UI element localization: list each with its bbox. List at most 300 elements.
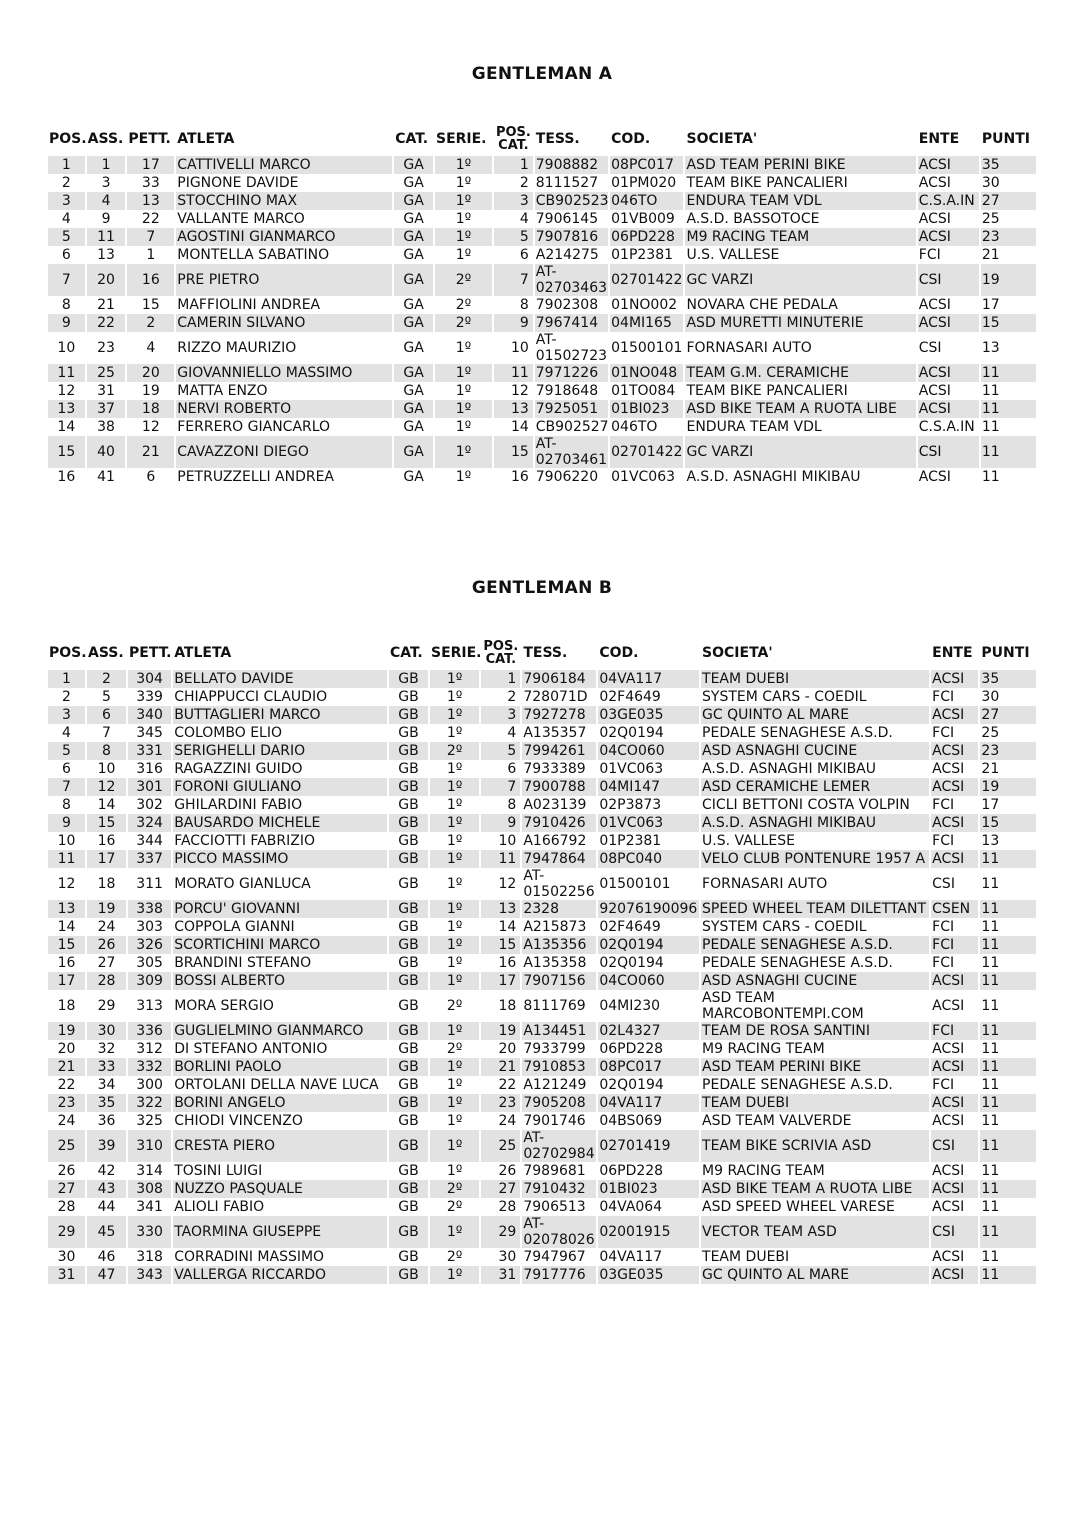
cell-societa: A.S.D. BASSOTOCE	[685, 210, 915, 228]
table-row	[48, 1040, 1036, 1058]
cell-cat: GB	[389, 742, 428, 760]
cell-punti: 23	[980, 742, 1036, 760]
cell-cod: 02L4327	[598, 1022, 699, 1040]
table-row	[48, 670, 1036, 688]
cell-punti: 27	[981, 192, 1036, 210]
cell-societa: SYSTEM CARS - COEDIL	[701, 688, 929, 706]
cell-cod: 01BI023	[598, 1180, 699, 1198]
cell-ente: CSI	[931, 1216, 978, 1248]
section-gentleman-b	[46, 578, 1038, 1284]
cell-cat: GB	[389, 1248, 428, 1266]
cell-tess: AT- 02078026	[523, 1216, 595, 1248]
cell-societa: PEDALE SENAGHESE A.S.D.	[701, 954, 929, 972]
cell-serie: 1º	[430, 918, 479, 936]
cell-ente: CSI	[931, 868, 978, 900]
cell-punti: 11	[981, 418, 1036, 436]
header-pos-cat	[481, 636, 520, 670]
cell-tess: 7989681	[522, 1162, 596, 1180]
cell-pos-cat: 14	[481, 918, 520, 936]
cell-punti: 13	[981, 332, 1036, 364]
cell-pos: 5	[48, 228, 85, 246]
cell-ente: FCI	[931, 1022, 978, 1040]
cell-pos: 12	[48, 868, 85, 900]
header-ass: ASS.	[87, 131, 124, 147]
cell-ente: ACSI	[918, 174, 979, 192]
cell-pett: 313	[128, 990, 171, 1022]
cell-atleta: PETRUZZELLI ANDREA	[176, 468, 392, 486]
cell-cat: GB	[389, 1022, 428, 1040]
table-row	[48, 832, 1036, 850]
cell-cat: GB	[389, 990, 428, 1022]
cell-serie: 2º	[430, 742, 479, 760]
cell-ass: 31	[87, 382, 126, 400]
cell-tess: 7933799	[522, 1040, 596, 1058]
cell-pett: 338	[128, 900, 171, 918]
cell-pos: 8	[48, 296, 85, 314]
cell-atleta: CHIODI VINCENZO	[173, 1112, 387, 1130]
cell-ente: FCI	[931, 1076, 978, 1094]
cell-cod: 92076190096	[599, 901, 698, 917]
cell-atleta: GIOVANNIELLO MASSIMO	[176, 364, 392, 382]
cell-pos: 20	[48, 1040, 85, 1058]
cell-ass: 28	[87, 972, 126, 990]
header-serie: SERIE.	[435, 131, 487, 147]
cell-societa: TEAM DUEBI	[701, 1248, 929, 1266]
cell-pett: 339	[128, 688, 171, 706]
cell-pos-cat: 9	[494, 314, 533, 332]
cell-pett: 341	[128, 1198, 171, 1216]
cell-pett: 19	[127, 382, 174, 400]
header-pett: PETT.	[128, 131, 171, 147]
cell-pos: 16	[48, 954, 85, 972]
cell-punti: 11	[980, 1180, 1036, 1198]
cell-punti: 30	[981, 174, 1036, 192]
cell-pett: 17	[127, 156, 174, 174]
cell-cod: 04VA117	[598, 670, 699, 688]
header-pos: POS.	[49, 645, 87, 661]
cell-tess: 8111769	[522, 990, 596, 1022]
cell-pett: 337	[128, 850, 171, 868]
cell-ente: C.S.A.IN	[918, 418, 979, 436]
table-row	[48, 382, 1036, 400]
cell-tess: 7910426	[522, 814, 596, 832]
cell-punti: 11	[980, 868, 1036, 900]
cell-cod: 01VC063	[610, 468, 683, 486]
cell-serie: 1º	[430, 1076, 479, 1094]
cell-serie: 2º	[435, 314, 492, 332]
cell-cat: GB	[389, 832, 428, 850]
cell-pett: 312	[128, 1040, 171, 1058]
cell-pos-cat: 16	[494, 468, 533, 486]
cell-punti: 27	[980, 706, 1036, 724]
cell-ente: FCI	[931, 724, 978, 742]
cell-tess: A121249	[522, 1076, 596, 1094]
cell-pos: 14	[48, 918, 85, 936]
cell-pos-cat: 31	[481, 1266, 520, 1284]
table-row	[48, 1076, 1036, 1094]
cell-ass: 47	[87, 1266, 126, 1284]
results-table	[46, 122, 1038, 486]
cell-ass: 21	[87, 296, 126, 314]
cell-societa: CICLI BETTONI COSTA VOLPIN	[701, 796, 929, 814]
cell-ente: ACSI	[931, 850, 978, 868]
cell-punti: 11	[980, 1058, 1036, 1076]
cell-tess: 7933389	[522, 760, 596, 778]
cell-atleta: NUZZO PASQUALE	[173, 1180, 387, 1198]
cell-pos-cat: 29	[481, 1216, 520, 1248]
cell-pos: 10	[48, 832, 85, 850]
cell-ass: 40	[87, 436, 126, 468]
cell-ass: 35	[87, 1094, 126, 1112]
cell-societa: TEAM BIKE PANCALIERI	[685, 174, 915, 192]
cell-atleta: AGOSTINI GIANMARCO	[176, 228, 392, 246]
cell-ente: FCI	[918, 246, 979, 264]
cell-pos: 1	[48, 670, 85, 688]
cell-cat: GB	[389, 1216, 428, 1248]
cell-cat: GA	[394, 418, 433, 436]
cell-societa: ENDURA TEAM VDL	[685, 418, 915, 436]
cell-pos: 6	[48, 760, 85, 778]
cell-ass: 17	[87, 850, 126, 868]
cell-pett: 330	[128, 1216, 171, 1248]
cell-serie: 1º	[430, 936, 479, 954]
cell-societa: U.S. VALLESE	[701, 832, 929, 850]
cell-societa: A.S.D. ASNAGHI MIKIBAU	[701, 760, 929, 778]
header-pos-cat-line1: POS.	[483, 638, 519, 654]
cell-societa: ENDURA TEAM VDL	[685, 192, 915, 210]
cell-tess: 2328	[522, 900, 596, 918]
cell-tess: 7902308	[535, 296, 608, 314]
cell-cat: GB	[389, 1076, 428, 1094]
cell-societa: SPEED WHEEL TEAM DILETTANT	[701, 900, 929, 918]
cell-ass: 33	[87, 1058, 126, 1076]
cell-punti: 25	[981, 210, 1036, 228]
cell-pos-cat: 13	[481, 900, 520, 918]
cell-cod: 01VC063	[598, 760, 699, 778]
cell-serie: 2º	[430, 1040, 479, 1058]
cell-ass: 22	[87, 314, 126, 332]
cell-ass: 41	[87, 468, 126, 486]
cell-ass: 37	[87, 400, 126, 418]
cell-pos: 22	[48, 1076, 85, 1094]
cell-pos-cat: 3	[481, 706, 520, 724]
cell-societa: PEDALE SENAGHESE A.S.D.	[701, 936, 929, 954]
header-pos: POS.	[49, 131, 87, 147]
cell-pos: 26	[48, 1162, 85, 1180]
cell-ass: 13	[87, 246, 126, 264]
cell-pos-cat: 13	[494, 400, 533, 418]
cell-atleta: MORA SERGIO	[173, 990, 387, 1022]
cell-punti: 35	[981, 156, 1036, 174]
cell-pos-cat: 2	[494, 174, 533, 192]
cell-ente: ACSI	[931, 1198, 978, 1216]
cell-punti: 17	[980, 796, 1036, 814]
cell-pos-cat: 25	[481, 1130, 520, 1162]
cell-serie: 1º	[435, 192, 492, 210]
cell-ente: ACSI	[918, 314, 979, 332]
cell-serie: 1º	[435, 210, 492, 228]
cell-tess: 7917776	[522, 1266, 596, 1284]
table-row	[48, 228, 1036, 246]
cell-cat: GB	[389, 1162, 428, 1180]
cell-serie: 1º	[430, 850, 479, 868]
cell-ente: ACSI	[931, 1112, 978, 1130]
cell-cat: GB	[389, 724, 428, 742]
cell-ass: 6	[87, 706, 126, 724]
cell-atleta: VALLANTE MARCO	[176, 210, 392, 228]
cell-societa: GC VARZI	[685, 436, 915, 468]
cell-punti: 11	[981, 468, 1036, 486]
cell-pos-cat: 2	[481, 688, 520, 706]
cell-pos-cat: 3	[494, 192, 533, 210]
cell-cat: GA	[394, 192, 433, 210]
cell-pos-cat: 17	[481, 972, 520, 990]
cell-tess: AT- 01502256	[523, 868, 595, 900]
header-punti: PUNTI	[981, 645, 1030, 661]
cell-pos-cat: 5	[494, 228, 533, 246]
cell-cod: 08PC017	[598, 1058, 699, 1076]
table-body	[48, 670, 1036, 1284]
cell-tess: A215873	[522, 918, 596, 936]
cell-societa: GC VARZI	[685, 264, 915, 296]
cell-cat: GB	[389, 1180, 428, 1198]
cell-societa: ASD BIKE TEAM A RUOTA LIBE	[685, 400, 915, 418]
cell-pos-cat: 27	[481, 1180, 520, 1198]
cell-societa: GC QUINTO AL MARE	[701, 706, 929, 724]
cell-atleta: MORATO GIANLUCA	[173, 868, 387, 900]
cell-pos-cat: 21	[481, 1058, 520, 1076]
cell-cod: 01500101	[598, 868, 699, 900]
cell-ass: 10	[87, 760, 126, 778]
cell-societa: FORNASARI AUTO	[701, 868, 929, 900]
cell-cat: GB	[389, 1040, 428, 1058]
cell-pos: 13	[48, 400, 85, 418]
cell-atleta: ALIOLI FABIO	[173, 1198, 387, 1216]
cell-punti: 11	[980, 1162, 1036, 1180]
cell-cod: 01NO048	[610, 364, 683, 382]
cell-pett: 20	[127, 364, 174, 382]
cell-tess: 7906513	[522, 1198, 596, 1216]
cell-tess: 7947864	[522, 850, 596, 868]
table-row	[48, 706, 1036, 724]
cell-pos-cat: 22	[481, 1076, 520, 1094]
cell-ente: ACSI	[918, 296, 979, 314]
cell-punti: 11	[980, 850, 1036, 868]
cell-ente: CSI	[918, 264, 979, 296]
cell-cat: GA	[394, 246, 433, 264]
cell-tess: A214275	[535, 246, 608, 264]
cell-tess: 7905208	[522, 1094, 596, 1112]
cell-ente: ACSI	[931, 1040, 978, 1058]
table-header	[48, 122, 1036, 156]
cell-punti: 35	[980, 670, 1036, 688]
cell-societa: M9 RACING TEAM	[701, 1040, 929, 1058]
cell-ass: 34	[87, 1076, 126, 1094]
cell-pett: 4	[127, 332, 174, 364]
header-tess: TESS.	[535, 131, 580, 147]
cell-pett: 33	[127, 174, 174, 192]
cell-ass: 12	[87, 778, 126, 796]
cell-pos-cat: 30	[481, 1248, 520, 1266]
cell-ente: CSI	[918, 332, 979, 364]
cell-ente: ACSI	[931, 972, 978, 990]
cell-pos-cat: 1	[494, 156, 533, 174]
cell-cod: 01P2381	[598, 832, 699, 850]
cell-pos-cat: 26	[481, 1162, 520, 1180]
cell-cod: 08PC017	[610, 156, 683, 174]
cell-punti: 11	[980, 1094, 1036, 1112]
cell-pos-cat: 6	[494, 246, 533, 264]
header-cod: COD.	[599, 645, 639, 661]
cell-cod: 04MI165	[610, 314, 683, 332]
cell-pos: 17	[48, 972, 85, 990]
table-row	[48, 1248, 1036, 1266]
cell-pett: 2	[127, 314, 174, 332]
header-atleta: ATLETA	[174, 645, 232, 661]
cell-pos: 8	[48, 796, 85, 814]
cell-tess: 728071D	[522, 688, 596, 706]
cell-tess: 7967414	[535, 314, 608, 332]
cell-pos: 9	[48, 814, 85, 832]
cell-ass: 14	[87, 796, 126, 814]
cell-ente: ACSI	[931, 760, 978, 778]
cell-serie: 1º	[430, 1216, 479, 1248]
table-row	[48, 174, 1036, 192]
header-cod: COD.	[611, 131, 651, 147]
cell-tess: 7906145	[535, 210, 608, 228]
cell-pett: 21	[127, 436, 174, 468]
cell-pett: 336	[128, 1022, 171, 1040]
cell-pos: 11	[48, 364, 85, 382]
cell-societa: VECTOR TEAM ASD	[701, 1216, 929, 1248]
cell-punti: 11	[981, 364, 1036, 382]
cell-cod: 01P2381	[610, 246, 683, 264]
cell-serie: 2º	[435, 264, 492, 296]
cell-ente: ACSI	[931, 670, 978, 688]
cell-ass: 23	[87, 332, 126, 364]
cell-pett: 302	[128, 796, 171, 814]
cell-punti: 21	[980, 760, 1036, 778]
cell-ass: 11	[87, 228, 126, 246]
cell-cat: GB	[389, 850, 428, 868]
cell-cat: GA	[394, 296, 433, 314]
table-row	[48, 760, 1036, 778]
cell-cod: 046TO	[610, 192, 683, 210]
cell-cat: GB	[389, 1266, 428, 1284]
cell-tess: A023139	[522, 796, 596, 814]
cell-ente: ACSI	[931, 742, 978, 760]
cell-cat: GB	[389, 688, 428, 706]
cell-serie: 1º	[430, 1058, 479, 1076]
cell-pett: 22	[127, 210, 174, 228]
table-row	[48, 364, 1036, 382]
cell-pos: 21	[48, 1058, 85, 1076]
cell-pett: 322	[128, 1094, 171, 1112]
cell-ente: ACSI	[931, 1094, 978, 1112]
table-row	[48, 246, 1036, 264]
cell-atleta: CATTIVELLI MARCO	[176, 156, 392, 174]
cell-ente: FCI	[931, 918, 978, 936]
cell-ente: FCI	[931, 832, 978, 850]
table-row	[48, 990, 1036, 1022]
section-gentleman-a	[46, 64, 1038, 486]
cell-pos-cat: 18	[481, 990, 520, 1022]
cell-pos: 24	[48, 1112, 85, 1130]
cell-cod: 02Q0194	[598, 724, 699, 742]
cell-ente: ACSI	[918, 364, 979, 382]
cell-tess: AT- 02703461	[535, 436, 608, 468]
cell-tess: 7994261	[522, 742, 596, 760]
header-ente: ENTE	[932, 645, 973, 661]
cell-cod: 01BI023	[610, 400, 683, 418]
cell-cat: GA	[394, 436, 433, 468]
header-atleta: ATLETA	[177, 131, 235, 147]
table-row	[48, 418, 1036, 436]
cell-ass: 18	[87, 868, 126, 900]
cell-atleta: BAUSARDO MICHELE	[173, 814, 387, 832]
cell-atleta: CHIAPPUCCI CLAUDIO	[173, 688, 387, 706]
cell-societa: M9 RACING TEAM	[685, 228, 915, 246]
cell-atleta: SERIGHELLI DARIO	[173, 742, 387, 760]
cell-atleta: CAVAZZONI DIEGO	[176, 436, 392, 468]
cell-pett: 301	[128, 778, 171, 796]
cell-punti: 11	[980, 900, 1036, 918]
cell-pos-cat: 15	[481, 936, 520, 954]
cell-serie: 2º	[430, 1180, 479, 1198]
cell-pos-cat: 16	[481, 954, 520, 972]
table-row	[48, 1198, 1036, 1216]
cell-tess: 8111527	[535, 174, 608, 192]
cell-tess: 7907156	[522, 972, 596, 990]
table-row	[48, 972, 1036, 990]
cell-ente: ACSI	[918, 156, 979, 174]
cell-ass: 7	[87, 724, 126, 742]
cell-cat: GB	[389, 1094, 428, 1112]
cell-pos-cat: 20	[481, 1040, 520, 1058]
cell-pos: 13	[48, 900, 85, 918]
section-title: GENTLEMAN A	[471, 64, 613, 84]
cell-cod: 04VA117	[598, 1094, 699, 1112]
table-row	[48, 192, 1036, 210]
table-row	[48, 688, 1036, 706]
cell-punti: 11	[980, 1076, 1036, 1094]
cell-tess: 7910432	[522, 1180, 596, 1198]
cell-cod: 02P3873	[598, 796, 699, 814]
cell-pett: 13	[127, 192, 174, 210]
cell-tess: CB902523	[535, 193, 609, 209]
cell-punti: 11	[980, 918, 1036, 936]
cell-cat: GA	[394, 210, 433, 228]
cell-ass: 25	[87, 364, 126, 382]
cell-tess: 7925051	[535, 400, 608, 418]
cell-punti: 11	[980, 1248, 1036, 1266]
cell-pos-cat: 15	[494, 436, 533, 468]
cell-pett: 344	[128, 832, 171, 850]
cell-cod: 01VB009	[610, 210, 683, 228]
section-title: GENTLEMAN B	[471, 578, 613, 598]
cell-atleta: CRESTA PIERO	[173, 1130, 387, 1162]
cell-tess: A135356	[522, 936, 596, 954]
cell-pos-cat: 8	[481, 796, 520, 814]
table-row	[48, 918, 1036, 936]
cell-societa: M9 RACING TEAM	[701, 1162, 929, 1180]
cell-cod: 01PM020	[610, 174, 683, 192]
cell-cod: 06PD228	[610, 228, 683, 246]
cell-pos: 9	[48, 314, 85, 332]
header-pos-cat-line1: POS.	[495, 124, 531, 140]
cell-ass: 42	[87, 1162, 126, 1180]
header-ente: ENTE	[918, 131, 960, 147]
